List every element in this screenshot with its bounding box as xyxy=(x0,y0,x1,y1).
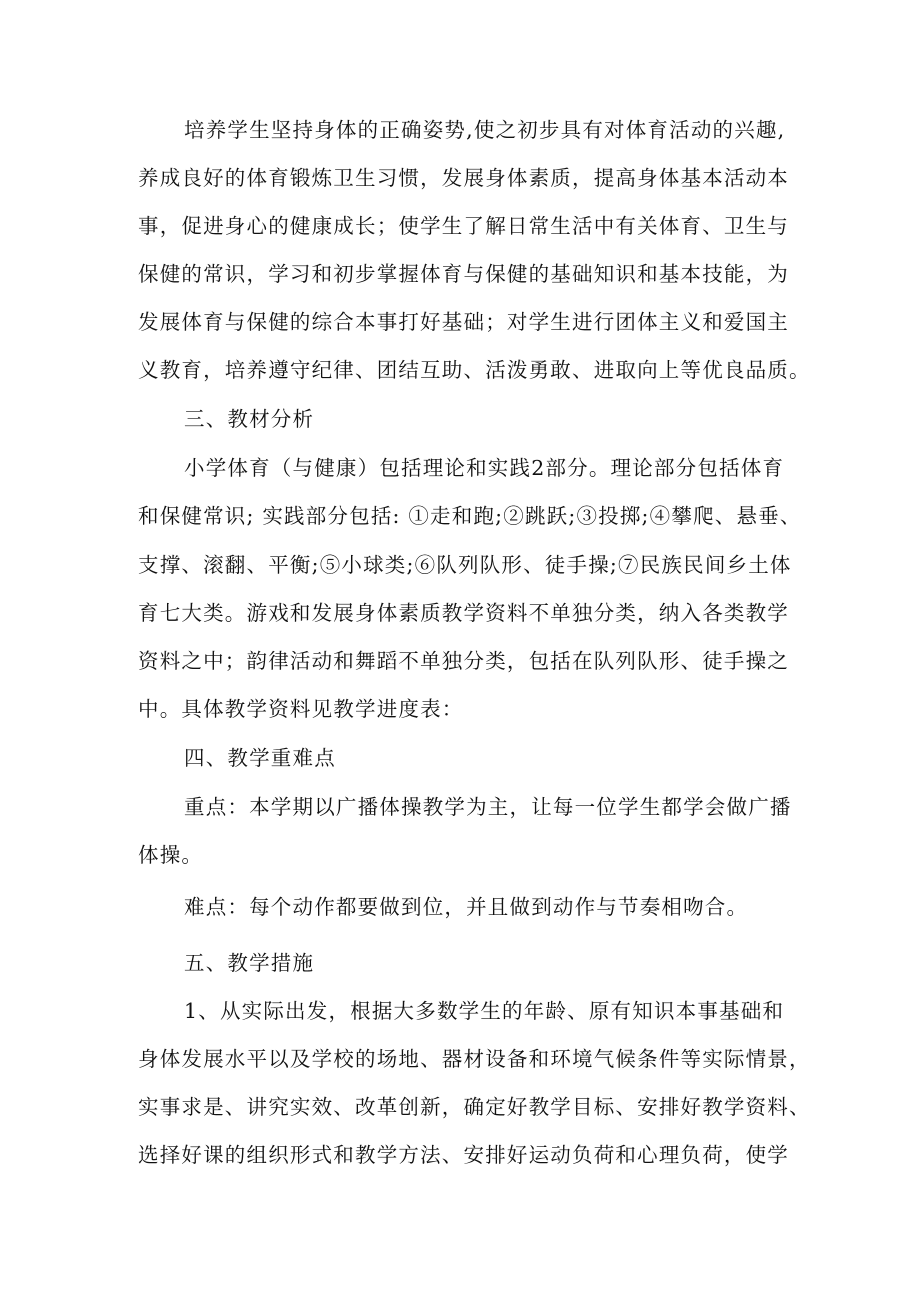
goals-line-2: 养成良好的体育锻炼卫生习惯，发展身体素质，提高身体基本活动本 xyxy=(138,166,789,190)
materials-line-4: 育七大类。游戏和发展身体素质教学资料不单独分类，纳入各类教学 xyxy=(138,601,789,625)
materials-line-5: 资料之中；韵律活动和舞蹈不单独分类，包括在队列队形、徒手操之 xyxy=(138,649,789,673)
section-heading-key-difficult-points: 四、教学重难点 xyxy=(184,746,336,770)
goals-line-1: 培养学生坚持身体的正确姿势,使之初步具有对体育活动的兴趣, xyxy=(184,118,786,142)
materials-line-1: 小学体育（与健康）包括理论和实践2部分。理论部分包括体育 xyxy=(184,456,785,480)
key-points-line-1: 重点：本学期以广播体操教学为主，让每一位学生都学会做广播 xyxy=(184,795,792,819)
materials-line-2: 和保健常识; 实践部分包括: ①走和跑;②跳跃;③投掷;④攀爬、悬垂、 xyxy=(138,504,802,528)
measures-line-3: 实事求是、讲究实效、改革创新，确定好教学目标、安排好教学资料、 xyxy=(138,1095,811,1119)
measures-line-2: 身体发展水平以及学校的场地、器材设备和环境气候条件等实际情景， xyxy=(138,1047,811,1071)
goals-line-5: 发展体育与保健的综合本事打好基础；对学生进行团体主义和爱国主 xyxy=(138,310,789,334)
goals-line-6: 义教育，培养遵守纪律、团结互助、活泼勇敢、进取向上等优良品质。 xyxy=(138,358,811,382)
section-heading-measures: 五、教学措施 xyxy=(184,951,315,975)
difficulty-line: 难点：每个动作都要做到位，并且做到动作与节奏相吻合。 xyxy=(184,895,749,919)
key-points-line-2: 体操。 xyxy=(138,843,204,867)
materials-line-3: 支撑、滚翻、平衡;⑤小球类;⑥队列队形、徒手操;⑦民族民间乡土体 xyxy=(138,553,792,577)
section-heading-materials: 三、教材分析 xyxy=(184,407,315,431)
measures-line-4: 选择好课的组织形式和教学方法、安排好运动负荷和心理负荷，使学 xyxy=(138,1143,789,1167)
goals-line-4: 保健的常识，学习和初步掌握体育与保健的基础知识和基本技能，为 xyxy=(138,262,789,286)
goals-line-3: 事，促进身心的健康成长；使学生了解日常生活中有关体育、卫生与 xyxy=(138,214,789,238)
measures-line-1: 1、从实际出发，根据大多数学生的年龄、原有知识本事基础和 xyxy=(184,999,785,1023)
materials-line-6: 中。具体教学资料见教学进度表： xyxy=(138,697,464,721)
